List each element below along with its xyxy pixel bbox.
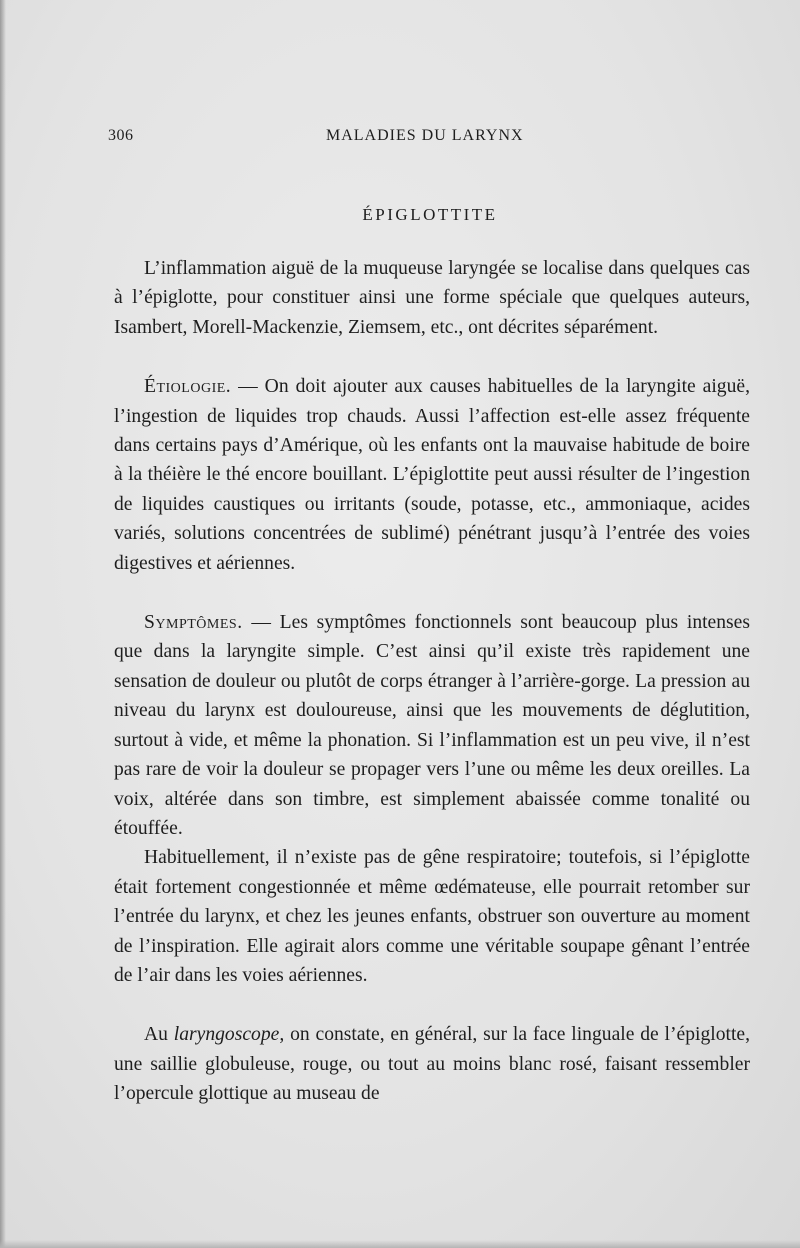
paragraph-laryngoscope	[114, 1020, 750, 1108]
page-number: 306	[108, 127, 134, 144]
etiologie-heading: Étiologie.	[144, 376, 232, 398]
body-text	[114, 254, 750, 1109]
paragraph-etiologie	[114, 372, 750, 578]
laryngoscope-prefix: Au	[144, 1024, 174, 1046]
paragraph-habituellement: Habituellement, il n’existe pas de gêne respiratoire; toutefois, si l’épiglotte était fortement congestionnée et même œdémateuse, elle pourrait retomber sur l’entrée du larynx, et chez les jeunes enfants, obstruer son ouverture au moment de l’inspiration. Elle agirait alors comme une véritable soupape gênant l’entrée de l’air dans les voies aériennes.	[114, 847, 750, 986]
laryngoscope-term: laryngoscope,	[173, 1024, 285, 1046]
symptomes-text: — Les symptômes fonctionnels sont beaucoup plus intenses que dans la laryngite simple. C’est ainsi qu’il existe très rapidement une sensation de douleur ou plutôt de corps étranger à l’arrière-gorge. La pression au niveau du larynx est douloureuse, ainsi que les mouvements de déglutition, surtout à vide, et même la phonation. Si l’inflammation est un peu vive, il n’est pas rare de voir la douleur se propager vers l’une ou même les deux oreilles. La voix, altérée dans son timbre, est simplement abaissée comme tonalité ou étouffée.	[114, 612, 750, 839]
running-title: MALADIES DU LARYNX	[326, 127, 524, 144]
symptomes-heading: Symptômes.	[144, 612, 243, 634]
paragraph-symptomes	[114, 608, 750, 843]
paragraph-intro: L’inflammation aiguë de la muqueuse laryngée se localise dans quelques cas à l’épiglotte, pour constituer ainsi une forme spéciale que quelques auteurs, Isambert, Morell-Mackenzie, Ziemsem, etc., ont décrites séparément.	[114, 258, 750, 338]
laryngoscope-text: on constate, en général, sur la face linguale de l’épiglotte, une saillie globuleuse, rouge, ou tout au moins blanc rosé, faisant ressembler l’opercule glottique au museau de	[114, 1024, 750, 1105]
running-head	[108, 127, 748, 151]
etiologie-text: — On doit ajouter aux causes habituelles de la laryngite aiguë, l’ingestion de liquides trop chauds. Aussi l’affection est-elle assez fréquente dans certains pays d’Amérique, où les enfants ont la mauvaise habitude de boire à la théière le thé encore bouillant. L’épiglottite peut aussi résulter de l’ingestion de liquides caustiques ou irritants (soude, potasse, etc., ammoniaque, acides variés, solutions concentrées de sublimé) pénétrant jusqu’à l’entrée des voies digestives et aériennes.	[114, 376, 750, 574]
page-left-edge-shadow	[0, 0, 6, 1248]
page-bottom-edge-shadow	[0, 1240, 800, 1248]
section-title: ÉPIGLOTTITE	[362, 205, 498, 224]
